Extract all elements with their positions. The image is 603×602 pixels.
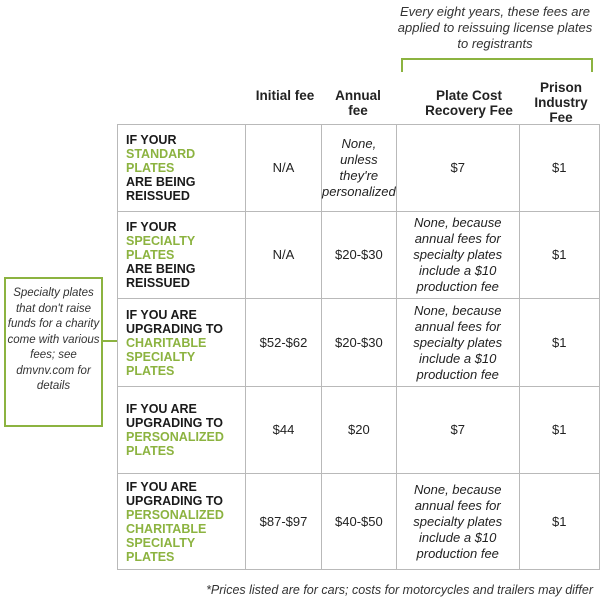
plate-cost-cell: $7 xyxy=(396,387,519,474)
footnote: *Prices listed are for cars; costs for motorcycles and trailers may differ xyxy=(206,583,593,597)
condition-plate-type: PERSONALIZED CHARITABLE SPECIALTY PLATES xyxy=(126,507,224,564)
prison-fee-cell: $1 xyxy=(519,387,599,474)
prison-fee-cell: $1 xyxy=(519,474,599,570)
annual-fee-cell: $20-$30 xyxy=(322,299,397,387)
table-row xyxy=(118,474,600,570)
plate-cost-cell: None, because annual fees for specialty plates include a $10 production fee xyxy=(396,474,519,570)
condition-cell xyxy=(118,474,246,570)
prison-fee-cell: $1 xyxy=(519,125,599,212)
bracket-line xyxy=(401,58,593,72)
side-note-connector xyxy=(103,340,117,342)
condition-cell xyxy=(118,387,246,474)
prison-fee-cell: $1 xyxy=(519,212,599,299)
top-note: Every eight years, these fees are applied to reissuing license plates to registrants xyxy=(397,4,593,51)
header-plate-cost-recovery-fee: Plate Cost Recovery Fee xyxy=(425,88,513,118)
condition-text: ARE BEING REISSUED xyxy=(126,262,196,290)
condition-text: IF YOUR xyxy=(126,133,177,147)
plate-cost-cell: $7 xyxy=(396,125,519,212)
condition-text: ARE BEING REISSUED xyxy=(126,175,196,203)
annual-fee-cell: $20-$30 xyxy=(322,212,397,299)
condition-plate-type: SPECIALTY PLATES xyxy=(126,234,195,262)
annual-fee-cell: $20 xyxy=(322,387,397,474)
prison-fee-cell: $1 xyxy=(519,299,599,387)
initial-fee-cell: $52-$62 xyxy=(246,299,322,387)
table-row xyxy=(118,125,600,212)
condition-plate-type: CHARITABLE SPECIALTY PLATES xyxy=(126,335,207,378)
table-row xyxy=(118,212,600,299)
table-row xyxy=(118,299,600,387)
plate-cost-cell: None, because annual fees for specialty plates include a $10 production fee xyxy=(396,212,519,299)
condition-plate-type: PERSONALIZED PLATES xyxy=(126,430,224,458)
condition-cell xyxy=(118,212,246,299)
initial-fee-cell: $87-$97 xyxy=(246,474,322,570)
header-initial-fee: Initial fee xyxy=(255,88,315,103)
condition-plate-type: STANDARD PLATES xyxy=(126,147,196,175)
annual-fee-cell: $40-$50 xyxy=(322,474,397,570)
condition-cell xyxy=(118,125,246,212)
fees-table-body xyxy=(118,125,600,570)
condition-cell xyxy=(118,299,246,387)
annual-fee-cell: None, unless they're personalized xyxy=(322,125,397,212)
plate-cost-cell: None, because annual fees for specialty plates include a $10 production fee xyxy=(396,299,519,387)
header-prison-industry-fee: Prison Industry Fee xyxy=(534,80,588,125)
fees-table xyxy=(117,124,600,570)
condition-text: IF YOUR xyxy=(126,220,177,234)
table-row xyxy=(118,387,600,474)
initial-fee-cell: N/A xyxy=(246,212,322,299)
condition-text: IF YOU ARE UPGRADING TO xyxy=(126,402,223,430)
header-annual-fee: Annual fee xyxy=(335,88,381,118)
initial-fee-cell: N/A xyxy=(246,125,322,212)
side-note: Specialty plates that don't raise funds for a charity come with various fees; see dmvnv.com for details xyxy=(4,277,103,427)
condition-text: IF YOU ARE UPGRADING TO xyxy=(126,307,223,336)
initial-fee-cell: $44 xyxy=(246,387,322,474)
condition-text: IF YOU ARE UPGRADING TO xyxy=(126,479,223,508)
